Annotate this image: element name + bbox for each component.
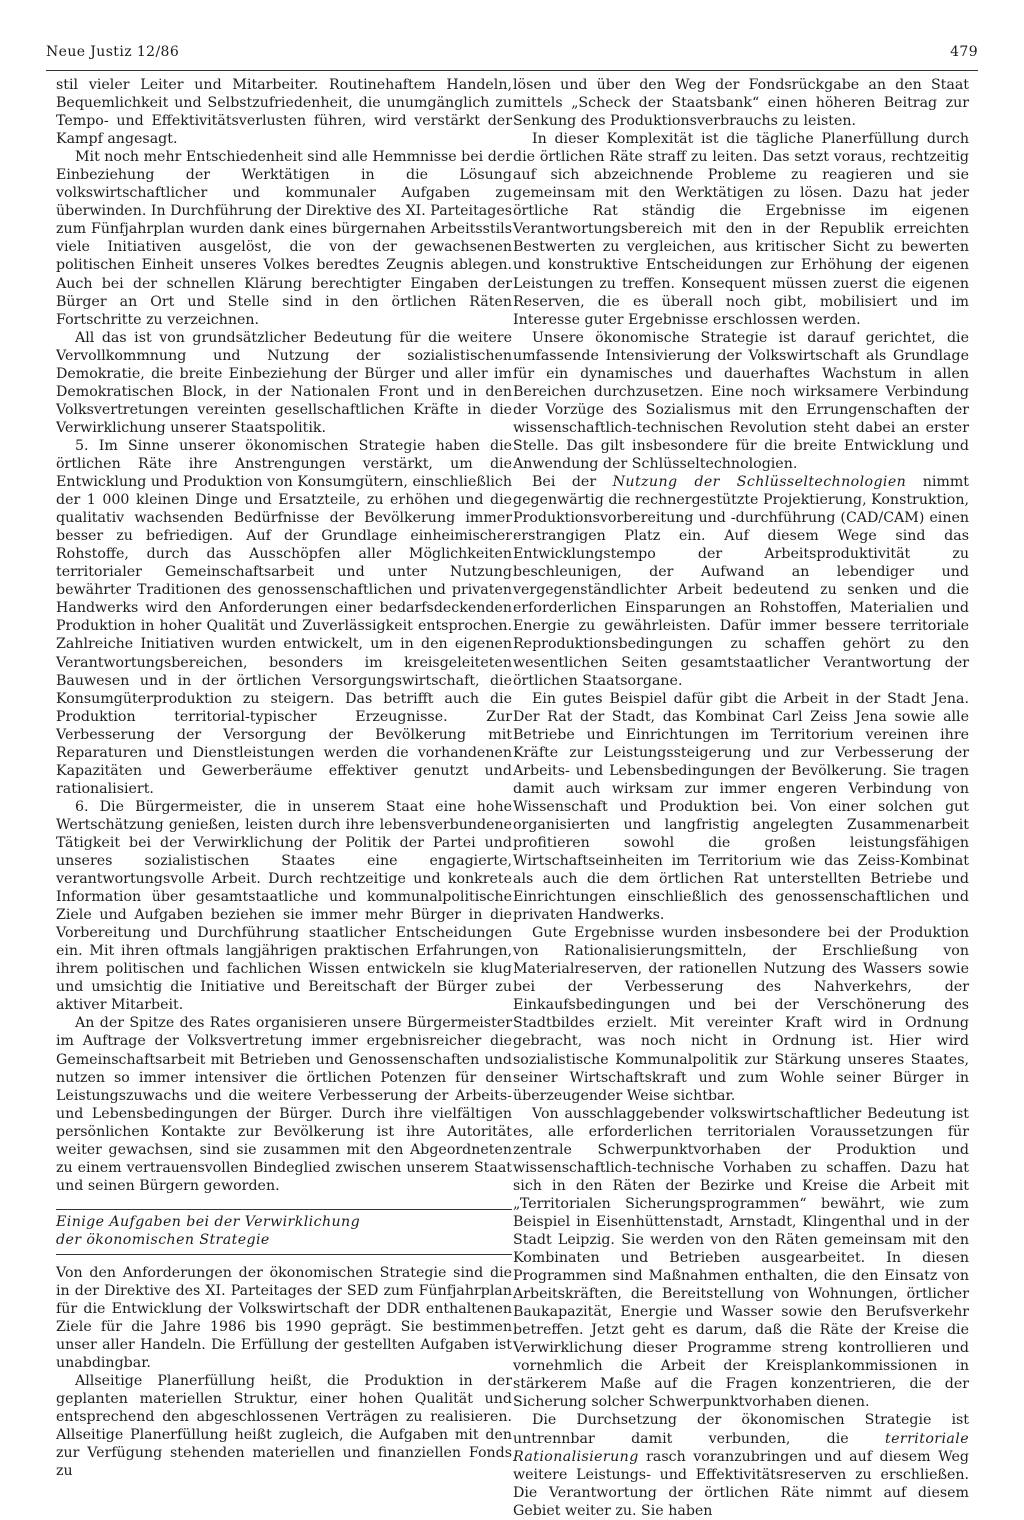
- running-header: [46, 44, 978, 68]
- left-column: [56, 76, 512, 1480]
- emphasis: territoriale Rationalisierung: [513, 1430, 969, 1465]
- right-column: [513, 76, 969, 1520]
- paragraph: stil vieler Leiter und Mitarbeiter. Routinehaftem Handeln, Bequemlichkeit und Selbstzufriedenheit, die unumgänglich zu Tempo- und Effektivitätsverlusten führen, wird verstärkt der Kampf angesagt.: [56, 77, 512, 148]
- paragraph: Unsere ökonomische Strategie ist darauf gerichtet, die umfassende Intensivierung der Volkswirtschaft als Grundlage für ein dynamisches und dauerhaftes Wachstum in allen Bereichen durchzusetzen. Eine noch wirksamere Verbindung der Vorzüge des Sozialismus mit den Errungenschaften der wissenschaftlich-technischen Revolution steht dabei an erster Stelle. Das gilt insbesondere für die breite Entwicklung und Anwendung der Schlüsseltechnologien.: [513, 329, 969, 472]
- paragraph: Mit noch mehr Entschiedenheit sind alle Hemmnisse bei der Einbeziehung der Werktätigen in die Lösung volkswirtschaftlicher und kommunaler Aufgaben zu überwinden. In Durchführung der Direktive des XI. Parteitages zum Fünfjahrplan wurden dank eines bürgernahen Arbeitsstils viele Initiativen ausgelöst, die von der gewachsenen politischen Einheit unseres Volkes beredtes Zeugnis ablegen. Auch bei der schnellen Klärung berechtigter Eingaben der Bürger an Ort und Stelle sind in den örtlichen Räten Fortschritte zu verzeichnen.: [56, 149, 512, 328]
- page-number: 479: [950, 44, 978, 60]
- paragraph: [513, 473, 969, 690]
- paragraph: All das ist von grundsätzlicher Bedeutung für die weitere Vervollkommnung und Nutzung der sozialistischen Demokratie, die breite Einbeziehung der Bürger und aller im Demokratischen Block, in der Nationalen Front und in den Volksvertretungen vereinten gesellschaftlichen Kräfte in die Verwirklichung unserer Staatspolitik.: [56, 329, 512, 436]
- journal-issue: Neue Justiz 12/86: [46, 44, 180, 60]
- section-title-line-2: der ökonomischen Strategie: [56, 1231, 270, 1248]
- paragraph: lösen und über den Weg der Fondsrückgabe an den Staat mittels „Scheck der Staatsbank“ einen höheren Beitrag zur Senkung des Produktionsverbrauchs zu leisten.: [513, 77, 969, 130]
- paragraph: [513, 1411, 969, 1519]
- paragraph: Ein gutes Beispiel dafür gibt die Arbeit in der Stadt Jena. Der Rat der Stadt, das Kombinat Carl Zeiss Jena sowie alle Betriebe und Einrichtungen im Territorium vereinen ihre Kräfte zur Leistungssteigerung und zur Verbesserung der Arbeits- und Lebensbedingungen der Bevölkerung. Sie tragen damit auch wirksam zur immer engeren Verbindung von Wissenschaft und Produktion bei. Von einer solchen gut organisierten und langfristig angelegten Zusammenarbeit profitieren sowohl die großen leistungsfähigen Wirtschaftseinheiten im Territorium wie das Zeiss-Kombinat als auch die dem örtlichen Rat unterstellten Betriebe und Einrichtungen einschließlich des genossenschaftlichen und privaten Handwerks.: [513, 690, 969, 924]
- text-run: rasch voranzubringen und auf diesem Weg weitere Leistungs- und Effektivitätsreserven zu erschließen. Die Verantwortung der örtlichen Räte nimmt auf diesem Gebiet weiter zu. Sie haben: [513, 1448, 969, 1519]
- paragraph: Gute Ergebnisse wurden insbesondere bei der Produktion von Rationalisierungsmitteln, der Erschließung von Materialreserven, der rationellen Nutzung des Wassers sowie bei der Verbesserung des Nahverkehrs, der Einkaufsbedingungen und bei der Verschönerung des Stadtbildes erzielt. Mit vereinter Kraft wird in Ordnung gebracht, was noch nicht in Ordnung ist. Hier wird sozialistische Kommunalpolitik zur Stärkung unseres Staates, seiner Wirtschaftskraft und zum Wohle seiner Bürger in überzeugender Weise sichtbar.: [513, 925, 969, 1104]
- paragraph: 5. Im Sinne unserer ökonomischen Strategie haben die örtlichen Räte ihre Anstrengungen verstärkt, um die Entwicklung und Produktion von Konsumgütern, einschließlich der 1 000 kleinen Dinge und Ersatzteile, zu erhöhen und die qualitativ wachsenden Bedürfnisse der Bevölkerung immer besser zu befriedigen. Auf der Grundlage einheimischer Rohstoffe, durch das Ausschöpfen aller Möglichkeiten territorialer Gemeinschaftsarbeit und unter Nutzung bewährter Traditionen des genossenschaftlichen und privaten Handwerks wird den Anforderungen einer bedarfsdeckenden Produktion in hoher Qualität und Zuverlässigkeit entsprochen. Zahlreiche Initiativen wurden entwickelt, um in den eigenen Verantwortungsbereichen, besonders im kreisgeleiteten Bauwesen und in der örtlichen Versorgungswirtschaft, die Konsumgüterproduktion zu steigern. Das betrifft auch die Produktion territorial-typischer Erzeugnisse. Zur Verbesserung der Versorgung der Bevölkerung mit Reparaturen und Dienstleistungen werden die vorhandenen Kapazitäten und Gewerberäume effektiver genutzt und rationalisiert.: [56, 437, 512, 797]
- section-heading: [56, 1209, 512, 1255]
- text-run: Bei der: [532, 474, 613, 491]
- emphasis: Nutzung der Schlüsseltechnologien: [612, 474, 907, 491]
- paragraph: In dieser Komplexität ist die tägliche Planerfüllung durch die örtlichen Räte straff zu leiten. Das setzt voraus, rechtzeitig auf sich abzeichnende Probleme zu reagieren und sie gemeinsam mit den Werktätigen zu lösen. Dazu hat jeder örtliche Rat ständig die Ergebnisse im eigenen Verantwortungsbereich mit den in der Republik erreichten Bestwerten zu vergleichen, aus kritischer Sicht zu bewerten und konstruktive Entscheidungen zur Erhöhung der eigenen Leistungen zu treffen. Konsequent müssen zuerst die eigenen Reserven, die es überall noch gibt, mobilisiert und im Interesse guter Ergebnisse erschlossen werden.: [513, 131, 969, 328]
- paragraph: Von den Anforderungen der ökonomischen Strategie sind die in der Direktive des XI. Parteitages der SED zum Fünfjahrplan für die Entwicklung der Volkswirtschaft der DDR enthaltenen Ziele für die Jahre 1986 bis 1990 geprägt. Sie bestimmen unser aller Handeln. Die Erfüllung der gestellten Aufgaben ist unabdingbar.: [56, 1264, 512, 1372]
- paragraph: Von ausschlaggebender volkswirtschaftlicher Bedeutung ist es, alle erforderlichen territorialen Voraussetzungen für zentrale Schwerpunktvorhaben der Produktion und wissenschaftlich-technische Vorhaben zu schaffen. Dazu hat sich in den Räten der Bezirke und Kreise die Arbeit mit „Territorialen Sicherungsprogrammen“ bewährt, wie zum Beispiel in Eisenhüttenstadt, Arnstadt, Klingenthal und in der Stadt Leipzig. Sie werden von den Räten gemeinsam mit den Kombinaten und Betrieben ausgearbeitet. In diesen Programmen sind Maßnahmen enthalten, die den Einsatz von Arbeitskräften, die Bereitstellung von Wohnungen, örtlicher Baukapazität, Energie und Wasser sowie den Berufsverkehr betreffen. Jetzt geht es darum, daß die Räte der Kreise die Verwirklichung dieser Programme streng kontrollieren und vornehmlich die Arbeit der Kreisplankommissionen in stärkerem Maße auf die Fragen konzentrieren, die der Sicherung solcher Schwerpunktvorhaben dienen.: [513, 1105, 969, 1411]
- text-run: nimmt gegenwärtig die rechnergestützte Projektierung, Konstruktion, Produktionsvorbereitung und -durchführung (CAD/CAM) einen erstrangigen Platz ein. Auf diesem Wege sind das Entwicklungstempo der Arbeitsproduktivität zu beschleunigen, der Aufwand an lebendiger und vergegenständlichter Arbeit bedeutend zu senken und die erforderlichen Einsparungen an Rohstoffen, Materialien und Energie zu gewährleisten. Dafür immer bessere territoriale Reproduktionsbedingungen zu schaffen gehört zu den wesentlichen Seiten gesamtstaatlicher Verantwortung der örtlichen Staatsorgane.: [513, 474, 969, 689]
- paragraph: Allseitige Planerfüllung heißt, die Produktion in der geplanten materiellen Struktur, einer hohen Qualität und entsprechend den abgeschlossenen Verträgen zu realisieren. Allseitige Planerfüllung heißt zugleich, die Aufgaben mit den zur Verfügung stehenden materiellen und finanziellen Fonds zu: [56, 1373, 512, 1480]
- text-run: Die Durchsetzung der ökonomischen Strategie ist untrennbar damit verbunden, die: [513, 1412, 969, 1447]
- paragraph: An der Spitze des Rates organisieren unsere Bürgermeister im Auftrage der Volksvertretung immer ergebnisreicher die Gemeinschaftsarbeit mit Betrieben und Genossenschaften und nutzen so immer intensiver die örtlichen Potenzen für den Leistungszuwachs und die weitere Verbesserung der Arbeits- und Lebensbedingungen der Bürger. Durch ihre vielfältigen persönlichen Kontakte zur Bevölkerung ist ihre Autorität weiter gewachsen, sind sie zusammen mit den Abgeordneten zu einem vertrauensvollen Bindeglied zwischen unserem Staat und seinen Bürgern geworden.: [56, 1015, 512, 1194]
- paragraph: 6. Die Bürgermeister, die in unserem Staat eine hohe Wertschätzung genießen, leisten durch ihre lebensverbundene Tätigkeit bei der Verwirklichung der Politik der Partei und unseres sozialistischen Staates eine engagierte, verantwortungsvolle Arbeit. Durch rechtzeitige und konkrete Information über gesamtstaatliche und kommunalpolitische Ziele und Aufgaben beziehen sie immer mehr Bürger in die Vorbereitung und Durchführung staatlicher Entscheidungen ein. Mit ihren oftmals langjährigen praktischen Erfahrungen, ihrem politischen und fachlichen Wissen entwickeln sie klug und umsichtig die Initiative und Bereitschaft der Bürger zu aktiver Mitarbeit.: [56, 798, 512, 1014]
- header-rule: [46, 70, 978, 71]
- section-title-line-1: Einige Aufgaben bei der Verwirklichung: [56, 1213, 361, 1230]
